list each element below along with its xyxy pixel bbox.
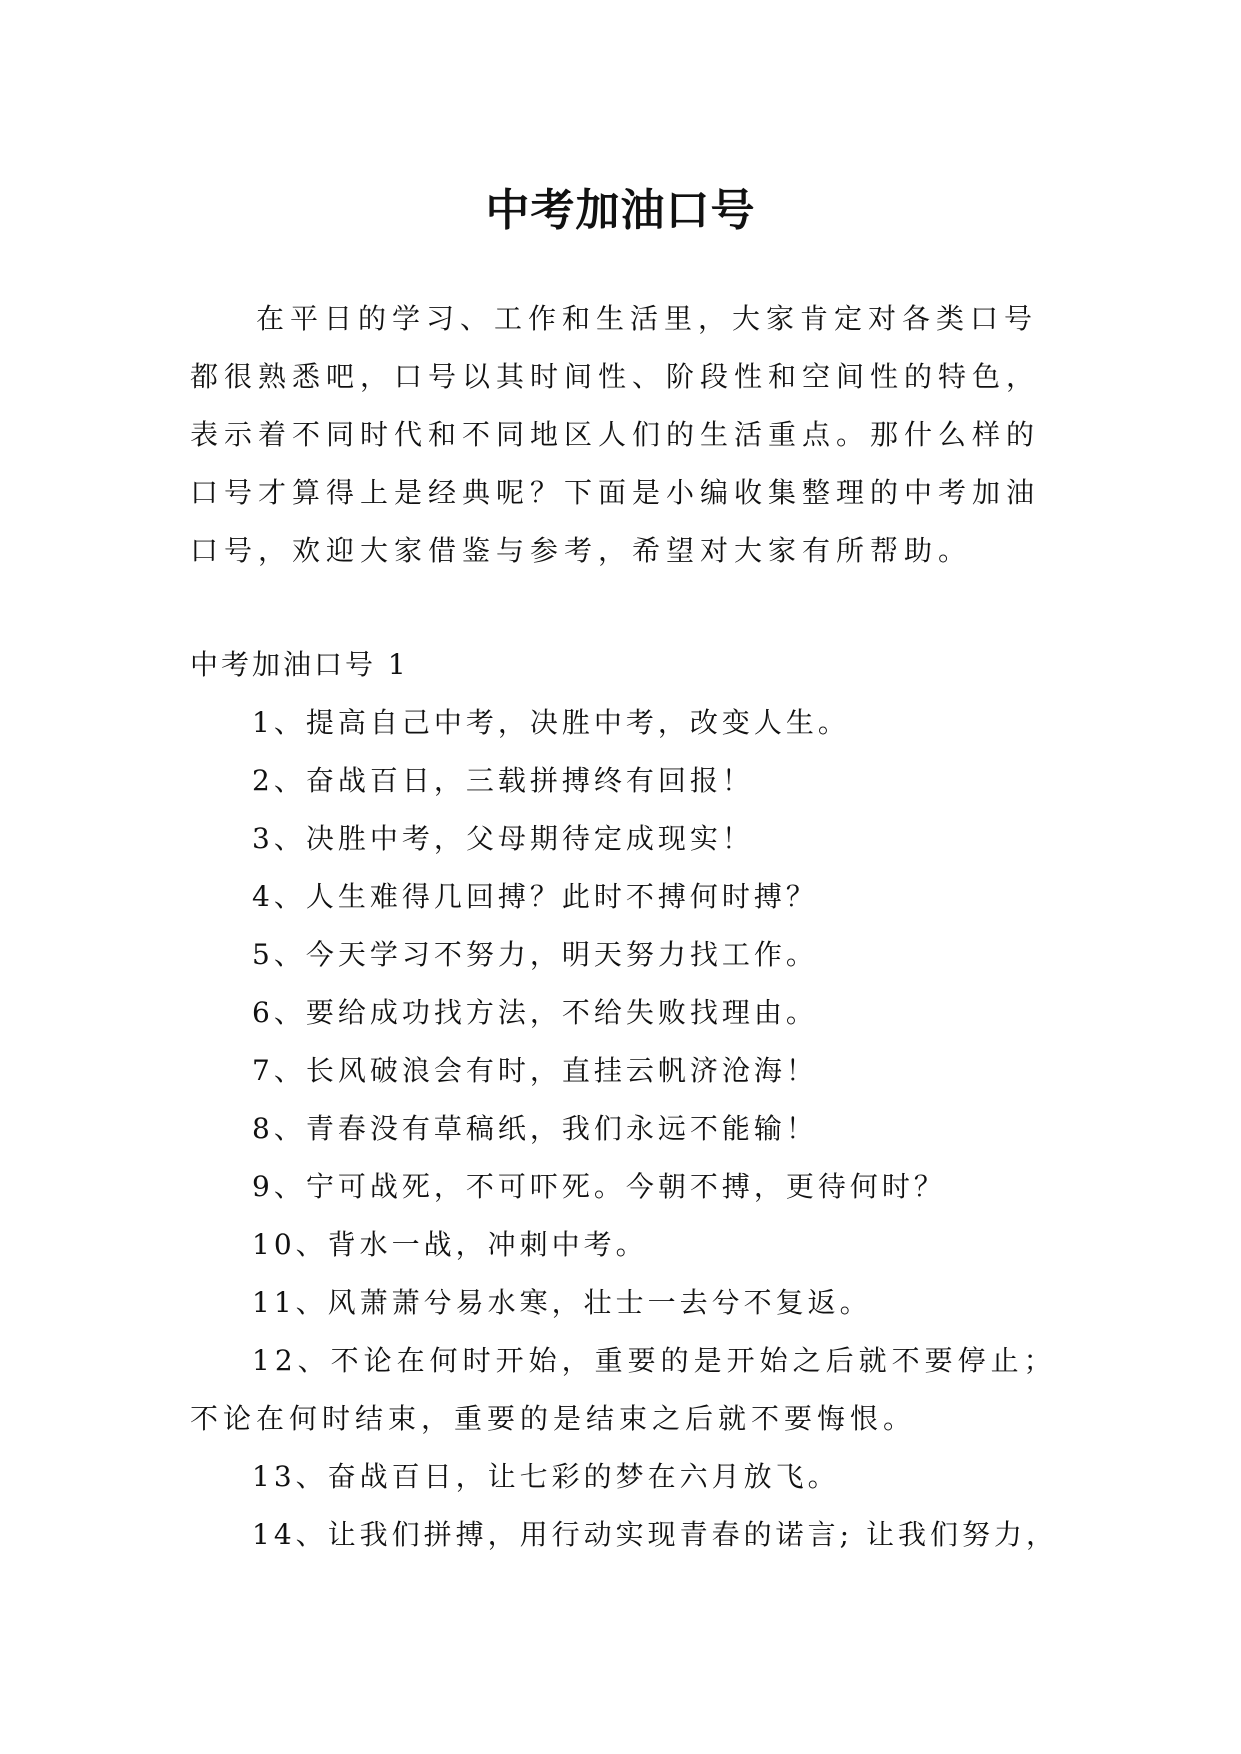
list-item: 2、奋战百日，三载拼搏终有回报！ xyxy=(252,764,754,797)
list-item: 3、决胜中考，父母期待定成现实！ xyxy=(252,822,754,855)
list-item: 14、让我们拼搏，用行动实现青春的诺言; 让我们努力， xyxy=(252,1518,1058,1551)
list-item: 10、背水一战，冲刺中考。 xyxy=(252,1228,648,1261)
list-item: 6、要给成功找方法，不给失败找理由。 xyxy=(252,996,818,1029)
list-item: 5、今天学习不努力，明天努力找工作。 xyxy=(252,938,818,971)
list-item: 13、奋战百日，让七彩的梦在六月放飞。 xyxy=(252,1460,840,1493)
document-title: 中考加油口号 xyxy=(485,185,756,237)
section-heading: 中考加油口号 1 xyxy=(190,648,409,681)
list-item: 11、风萧萧兮易水寒，壮士一去兮不复返。 xyxy=(252,1286,872,1319)
list-item: 1、提高自己中考，决胜中考，改变人生。 xyxy=(252,706,850,739)
list-item: 8、青春没有草稿纸，我们永远不能输！ xyxy=(252,1112,818,1145)
list-item: 9、宁可战死，不可吓死。今朝不搏，更待何时？ xyxy=(252,1170,946,1203)
intro-paragraph: 在平日的学习、工作和生活里，大家肯定对各类口号都很熟悉吧，口号以其时间性、阶段性和空间性的特色，表示着不同时代和不同地区人们的生活重点。那什么样的口号才算得上是经典呢？下面是小编收集整理的中考加油口号，欢迎大家借鉴与参考，希望对大家有所帮助。 xyxy=(190,302,1041,567)
list-item: 12、不论在何时开始，重要的是开始之后就不要停止；不论在何时结束，重要的是结束之后就不要悔恨。 xyxy=(190,1344,1057,1435)
list-item: 4、人生难得几回搏？此时不搏何时搏？ xyxy=(252,880,818,913)
list-item: 7、长风破浪会有时，直挂云帆济沧海！ xyxy=(252,1054,818,1087)
slogan-list xyxy=(190,694,1070,1564)
